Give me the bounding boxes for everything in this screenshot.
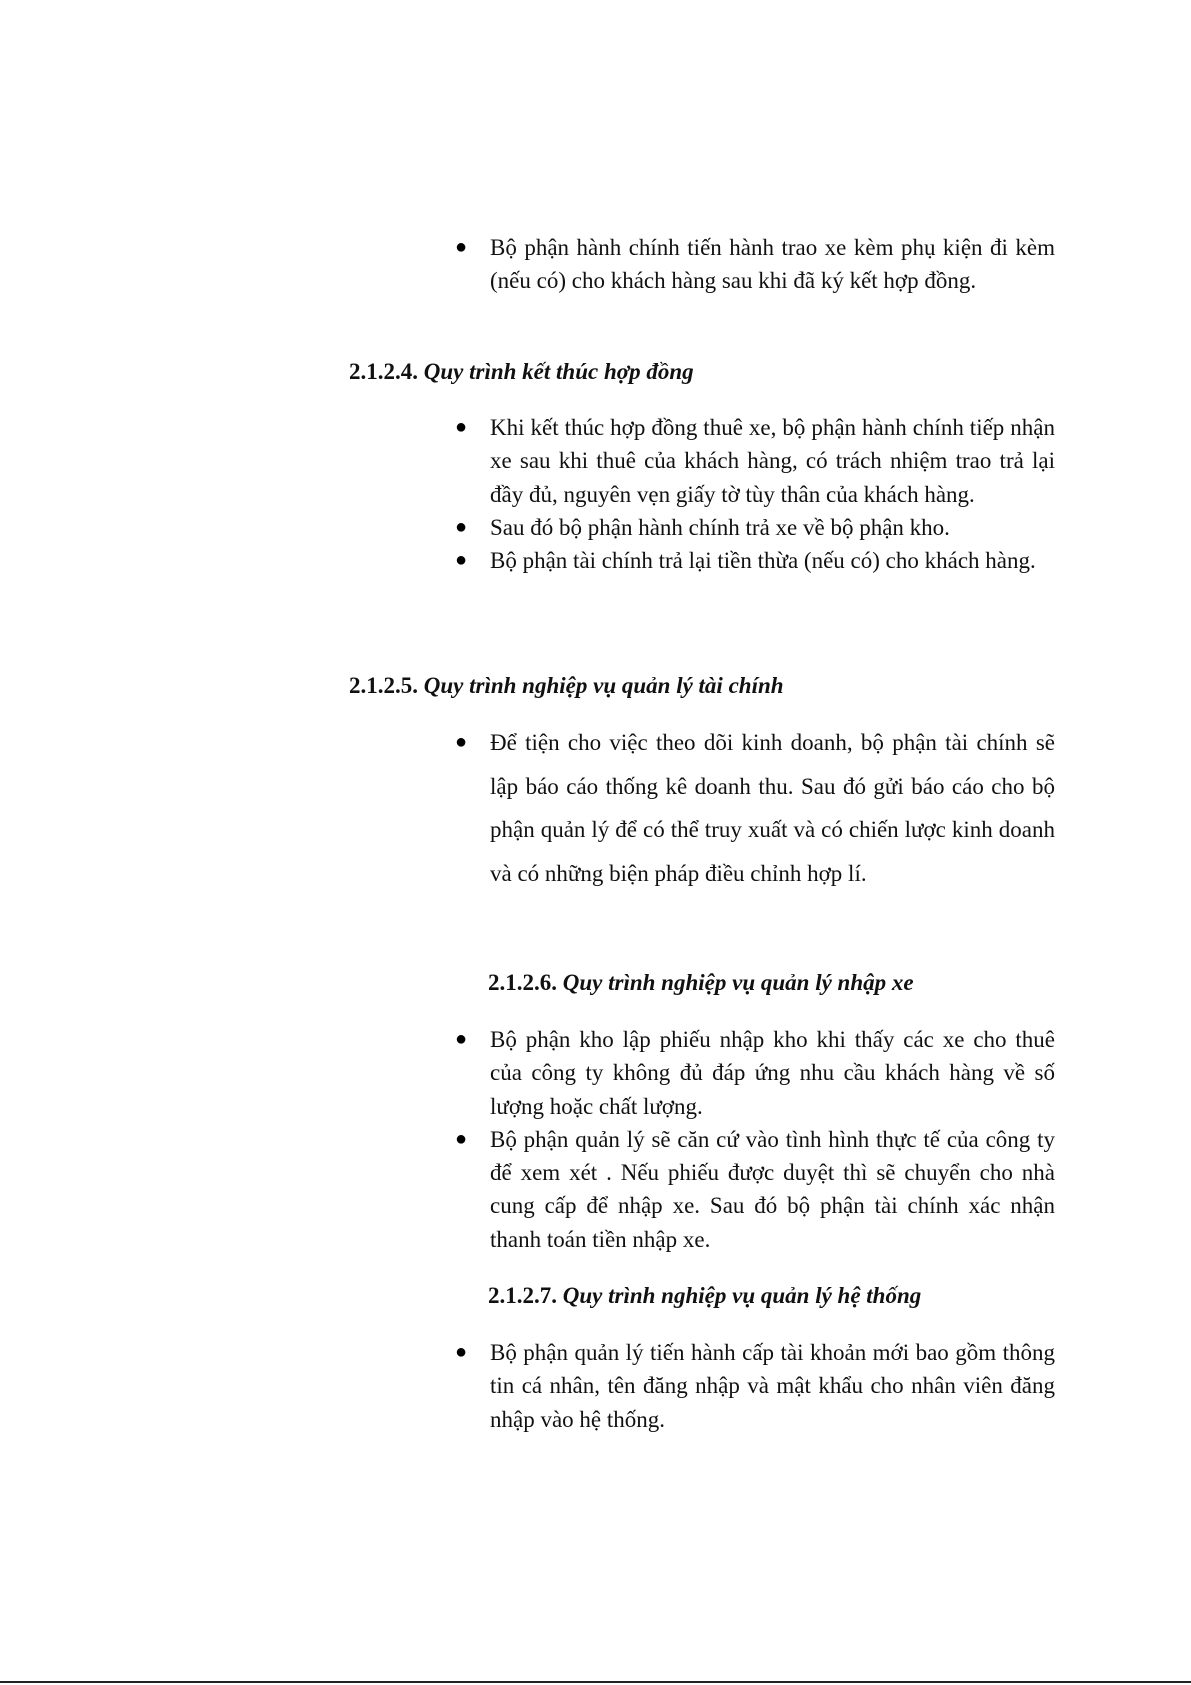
section-number: 2.1.2.7. bbox=[488, 1283, 557, 1308]
bullet-list bbox=[455, 1336, 1055, 1436]
list-item-text: Bộ phận tài chính trả lại tiền thừa (nếu có) cho khách hàng. bbox=[490, 548, 1036, 574]
section-number: 2.1.2.4. bbox=[349, 359, 418, 384]
list-item-text: Bộ phận quản lý tiến hành cấp tài khoản mới bao gồm thông tin cá nhân, tên đăng nhập và mật khẩu cho nhân viên đăng nhập vào hệ thống. bbox=[490, 1340, 1055, 1432]
section-number: 2.1.2.6. bbox=[488, 970, 557, 995]
list-item-text: Bộ phận hành chính tiến hành trao xe kèm phụ kiện đi kèm (nếu có) cho khách hàng sau khi đã ký kết hợp đồng. bbox=[490, 235, 1055, 294]
bullet-list bbox=[455, 231, 1055, 298]
list-item-text: Bộ phận quản lý sẽ căn cứ vào tình hình thực tế của công ty để xem xét . Nếu phiếu được duyệt thì sẽ chuyển cho nhà cung cấp để nhập xe. Sau đó bộ phận tài chính xác nhận thanh toán tiền nhập xe. bbox=[490, 1126, 1055, 1252]
bullet-icon: ● bbox=[455, 515, 468, 538]
bullet-icon: ● bbox=[455, 1127, 468, 1150]
list-item-text: Để tiện cho việc theo dõi kinh doanh, bộ phận tài chính sẽ lập báo cáo thống kê doanh thu. Sau đó gửi báo cáo cho bộ phận quản lý để có thể truy xuất và có chiến lược kinh doanh và có những biện pháp điều chỉnh hợp lí. bbox=[490, 730, 1055, 886]
list-item bbox=[455, 231, 1055, 298]
section-heading-2-1-2-5 bbox=[349, 670, 784, 702]
list-item-text: Bộ phận kho lập phiếu nhập kho khi thấy các xe cho thuê của công ty không đủ đáp ứng nhu cầu khách hàng về số lượng hoặc chất lượng. bbox=[490, 1027, 1055, 1119]
bullet-list bbox=[455, 1023, 1055, 1256]
page-bottom-rule bbox=[0, 1681, 1191, 1683]
section-heading-2-1-2-7 bbox=[488, 1280, 921, 1312]
section-body-2-1-2-5 bbox=[455, 721, 1055, 895]
list-item bbox=[455, 721, 1055, 895]
section-body-2-1-2-4 bbox=[455, 411, 1055, 577]
section-title: Quy trình nghiệp vụ quản lý tài chính bbox=[423, 673, 784, 698]
list-item-text: Khi kết thúc hợp đồng thuê xe, bộ phận hành chính tiếp nhận xe sau khi thuê của khách hàng, có trách nhiệm trao trả lại đầy đủ, nguyên vẹn giấy tờ tùy thân của khách hàng. bbox=[490, 415, 1055, 507]
bullet-icon: ● bbox=[455, 549, 468, 572]
section-heading-2-1-2-6 bbox=[488, 967, 914, 999]
list-item bbox=[455, 511, 1055, 544]
section-continuation bbox=[455, 231, 1055, 298]
section-heading-2-1-2-4 bbox=[349, 356, 694, 388]
section-number: 2.1.2.5. bbox=[349, 673, 418, 698]
bullet-icon: ● bbox=[455, 1028, 468, 1050]
list-item bbox=[455, 1123, 1055, 1256]
bullet-icon: ● bbox=[455, 416, 468, 438]
list-item-text: Sau đó bộ phận hành chính trả xe về bộ phận kho. bbox=[490, 514, 950, 540]
section-title: Quy trình kết thúc hợp đồng bbox=[423, 359, 694, 384]
section-body-2-1-2-7 bbox=[455, 1336, 1055, 1436]
section-title: Quy trình nghiệp vụ quản lý nhập xe bbox=[562, 970, 914, 995]
bullet-icon: ● bbox=[455, 731, 468, 753]
list-item bbox=[455, 411, 1055, 511]
list-item bbox=[455, 544, 1055, 577]
section-body-2-1-2-6 bbox=[455, 1023, 1055, 1256]
list-item bbox=[455, 1336, 1055, 1436]
section-title: Quy trình nghiệp vụ quản lý hệ thống bbox=[562, 1283, 922, 1308]
list-item bbox=[455, 1023, 1055, 1123]
bullet-list bbox=[455, 411, 1055, 577]
bullet-icon: ● bbox=[455, 236, 468, 258]
bullet-list bbox=[455, 721, 1055, 895]
bullet-icon: ● bbox=[455, 1341, 468, 1363]
